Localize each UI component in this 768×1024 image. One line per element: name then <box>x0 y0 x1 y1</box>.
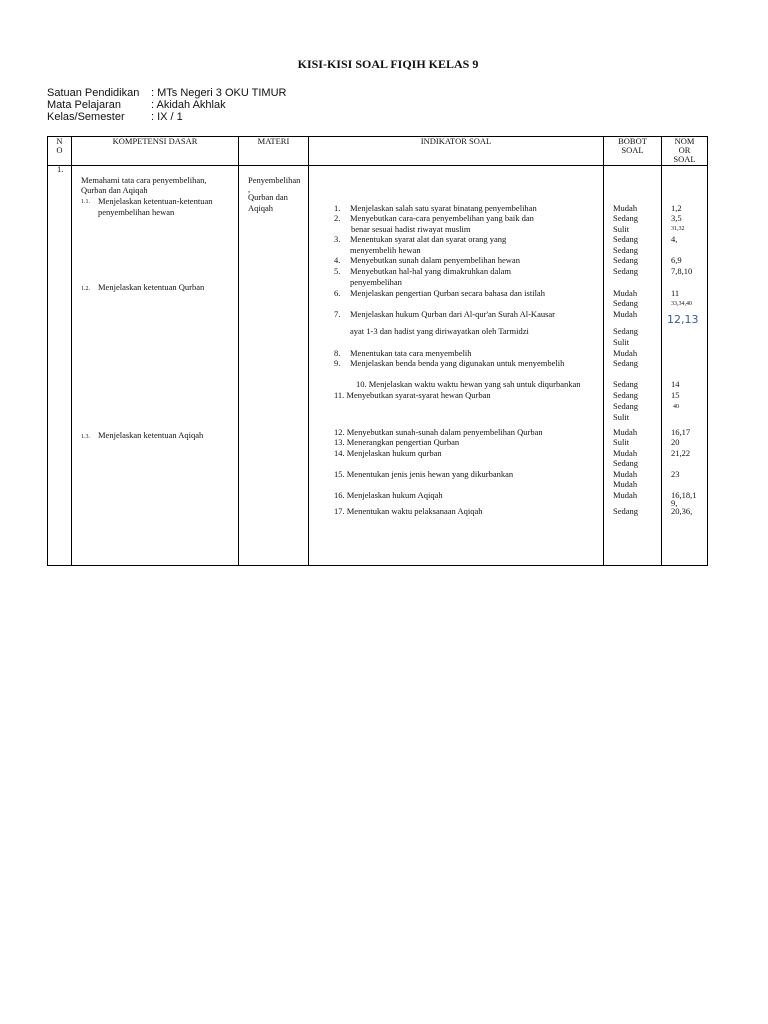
indikator-item: Menyebutkan hal-hal yang dimakruhkan dalam <box>350 266 511 276</box>
indikator-item: Menentukan tata cara menyembelih <box>350 348 472 358</box>
page-title: KISI-KISI SOAL FIQIH KELAS 9 <box>297 57 479 71</box>
nomor-value: 14 <box>671 379 680 389</box>
kd-number: 1.2. <box>81 286 90 292</box>
indikator-number: 6. <box>334 288 341 298</box>
indikator-item: Menentukan syarat alat dan syarat orang yang <box>350 234 507 244</box>
bobot-value: Sedang <box>613 379 639 389</box>
indikator-item: 13. Menerangkan pengertian Qurban <box>334 437 460 447</box>
bobot-value: Sedang <box>613 266 639 276</box>
nomor-value: 16,18,1 <box>671 490 697 500</box>
meta-value: : MTs Negeri 3 OKU TIMUR <box>151 87 287 99</box>
nomor-value: 3,5 <box>671 213 682 223</box>
kd-item: penyembelihan hewan <box>98 207 175 217</box>
meta-label: Mata Pelajaran <box>47 99 121 111</box>
row-number: 1. <box>57 164 64 174</box>
bobot-value: Mudah <box>613 479 638 489</box>
bobot-value: Sedang <box>613 358 639 368</box>
cell-indikator-soal <box>309 166 604 566</box>
materi-text: Penyembelihan <box>248 175 301 185</box>
indikator-number: 8. <box>334 348 341 358</box>
bobot-value: Sedang <box>613 255 639 265</box>
bobot-value: Sulit <box>613 412 630 422</box>
bobot-value: Mudah <box>613 469 638 479</box>
bobot-value: Sedang <box>613 458 639 468</box>
cell-no <box>48 166 72 566</box>
nomor-value: 21,22 <box>671 448 691 458</box>
nomor-value: 16,17 <box>671 427 691 437</box>
bobot-value: Sulit <box>613 337 630 347</box>
cell-kompetensi-dasar <box>72 166 239 566</box>
nomor-value: 23 <box>671 469 680 479</box>
nomor-value: 9, <box>671 498 678 508</box>
indikator-item: 12. Menyebutkan sunah-sunah dalam penyembelihan Qurban <box>334 427 543 437</box>
nomor-value: 15 <box>671 390 680 400</box>
indikator-item: ayat 1-3 dan hadist yang diriwayatkan oleh Tarmidzi <box>350 326 529 336</box>
nomor-value: 7,8,10 <box>671 266 693 276</box>
header-materi: MATERI <box>239 137 309 166</box>
bobot-value: Sedang <box>613 245 639 255</box>
indikator-item: menyembelih hewan <box>350 245 421 255</box>
nomor-value: 11 <box>671 288 680 298</box>
indikator-item: penyembelihan <box>350 277 402 287</box>
indikator-item: 11. Menyebutkan syarat-syarat hewan Qurban <box>334 390 491 400</box>
kd-intro: Qurban dan Aqiqah <box>81 185 148 195</box>
bobot-value: Sedang <box>613 298 639 308</box>
bobot-value: Sedang <box>613 234 639 244</box>
handwritten-number: 12,13 <box>667 313 699 326</box>
indikator-item: Menjelaskan benda benda yang digunakan untuk menyembelih <box>350 358 565 368</box>
nomor-value: 33,34,40 <box>671 301 692 307</box>
kd-item: Menjelaskan ketentuan Qurban <box>98 282 205 292</box>
bobot-value: Sedang <box>613 506 639 516</box>
bobot-value: Mudah <box>613 348 638 358</box>
header-bobot-soal: BOBOT SOAL <box>604 137 662 166</box>
nomor-value: 20 <box>671 437 680 447</box>
indikator-number: 7. <box>334 309 341 319</box>
meta-label: Satuan Pendidikan <box>47 87 140 99</box>
indikator-item: 15. Menentukan jenis jenis hewan yang dikurbankan <box>334 469 514 479</box>
nomor-value: 4, <box>671 234 678 244</box>
cell-materi <box>239 166 309 566</box>
indikator-item: benar sesuai hadist riwayat muslim <box>351 224 471 234</box>
bobot-value: Sedang <box>613 213 639 223</box>
materi-text: Qurban dan <box>248 192 288 202</box>
bobot-value: Sulit <box>613 437 630 447</box>
indikator-number: 3. <box>334 234 341 244</box>
indikator-item: 14. Menjelaskan hukum qurban <box>334 448 442 458</box>
nomor-value: 31,32 <box>671 226 685 232</box>
kd-number: 1.3. <box>81 434 90 440</box>
cell-bobot-soal <box>604 166 662 566</box>
nomor-value: 1,2 <box>671 203 682 213</box>
kd-number: 1.1. <box>81 199 90 205</box>
meta-value: : IX / 1 <box>151 111 183 123</box>
table-header-row <box>48 137 708 166</box>
header-nomor-soal: NOM OR SOAL <box>662 137 708 166</box>
meta-value: : Akidah Akhlak <box>151 99 226 111</box>
kd-item: Menjelaskan ketentuan-ketentuan <box>98 196 213 206</box>
indikator-item: Menjelaskan hukum Qurban dari Al-qur'an Surah Al-Kausar <box>350 309 556 319</box>
kd-item: Menjelaskan ketentuan Aqiqah <box>98 430 204 440</box>
header-indikator-soal: INDIKATOR SOAL <box>309 137 604 166</box>
materi-text: , <box>248 184 251 194</box>
bobot-value: Mudah <box>613 490 638 500</box>
bobot-value: Mudah <box>613 203 638 213</box>
indikator-item: Menjelaskan salah satu syarat binatang penyembelihan <box>350 203 537 213</box>
header-no: N O <box>48 137 72 166</box>
indikator-item: Menjelaskan pengertian Qurban secara bahasa dan istilah <box>350 288 545 298</box>
nomor-value: 20,36, <box>671 506 693 516</box>
indikator-item: 10. Menjelaskan waktu waktu hewan yang sah untuk diqurbankan <box>356 379 581 389</box>
meta-label: Kelas/Semester <box>47 111 125 123</box>
bobot-value: Mudah <box>613 288 638 298</box>
bobot-value: Sulit <box>613 224 630 234</box>
indikator-number: 5. <box>334 266 341 276</box>
bobot-value: Sedang <box>613 401 639 411</box>
indikator-number: 1. <box>334 203 341 213</box>
indikator-number: 4. <box>334 255 341 265</box>
materi-text: Aqiqah <box>248 203 274 213</box>
indikator-item: Menyebutkan sunah dalam penyembelihan hewan <box>350 255 520 265</box>
kisi-kisi-table <box>47 136 708 566</box>
bobot-value: Mudah <box>613 427 638 437</box>
indikator-number: 9. <box>334 358 341 368</box>
nomor-value: 40 <box>673 404 679 410</box>
kd-intro: Memahami tata cara penyembelihan, <box>81 175 207 185</box>
indikator-item: Menyebutkan cara-cara penyembelihan yang baik dan <box>350 213 534 223</box>
nomor-value: 6,9 <box>671 255 682 265</box>
cell-nomor-soal <box>662 166 708 566</box>
indikator-item: 17. Menentukan waktu pelaksanaan Aqiqah <box>334 506 483 516</box>
bobot-value: Mudah <box>613 448 638 458</box>
indikator-number: 2. <box>334 213 341 223</box>
header-kompetensi-dasar: KOMPETENSI DASAR <box>72 137 239 166</box>
bobot-value: Sedang <box>613 390 639 400</box>
bobot-value: Mudah <box>613 309 638 319</box>
indikator-item: 16. Menjelaskan hukum Aqiqah <box>334 490 443 500</box>
bobot-value: Sedang <box>613 326 639 336</box>
table-row <box>48 166 708 566</box>
